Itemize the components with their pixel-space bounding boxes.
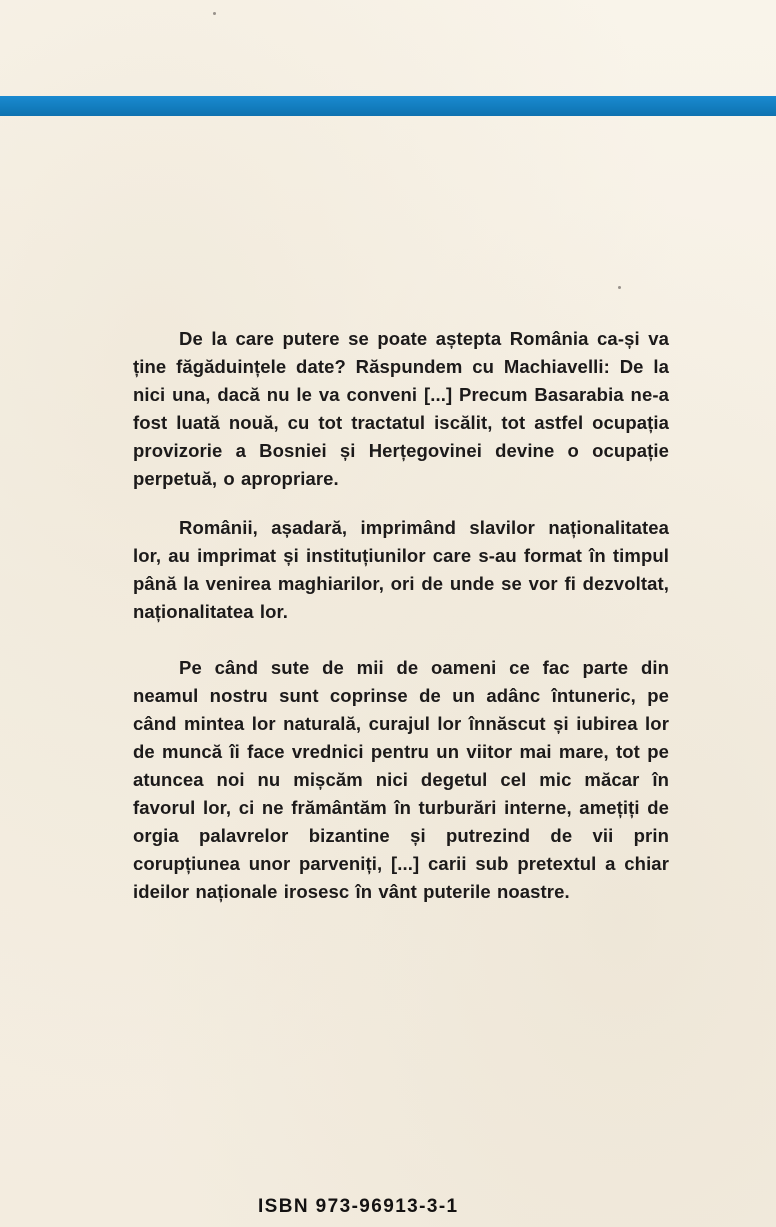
top-blue-stripe xyxy=(0,96,776,116)
paper-speck xyxy=(213,12,216,15)
isbn-label: ISBN 973-96913-3-1 xyxy=(258,1196,459,1217)
quote-paragraph-1 xyxy=(133,325,669,493)
quote-paragraph-2 xyxy=(133,514,669,626)
paper-speck xyxy=(618,286,621,289)
paragraph-text: Românii, așadară, imprimând slavilor naționalitatea lor, au imprimat și instituțiunilor care s-au format în timpul până la venirea maghiarilor, ori de unde se vor fi dezvoltat, naționalitatea lor. xyxy=(133,517,669,622)
quote-paragraph-3 xyxy=(133,654,669,906)
paragraph-text: Pe când sute de mii de oameni ce fac parte din neamul nostru sunt coprinse de un adânc întuneric, pe când mintea lor naturală, curajul lor înnăscut și iubirea lor de muncă îi face vrednici pentru un viitor mai mare, tot pe atuncea noi nu mișcăm nici degetul cel mic măcar în favorul lor, ci ne frământăm în turburări interne, amețiți de orgia palavrelor bizantine și putrezind de vii prin corupțiunea unor parveniți, [...] carii sub pretextul a chiar ideilor naționale irosesc în vânt puterile noastre. xyxy=(133,657,669,902)
paragraph-text: De la care putere se poate aștepta România ca-și va ține făgăduințele date? Răspundem cu Machiavelli: De la nici una, dacă nu le va conveni [...] Precum Basarabia ne-a fost luată nouă, cu tot tractatul iscălit, tot astfel ocupația provizorie a Bosniei și Herțegovinei devine o ocupație perpetuă, o apropriare. xyxy=(133,328,669,489)
